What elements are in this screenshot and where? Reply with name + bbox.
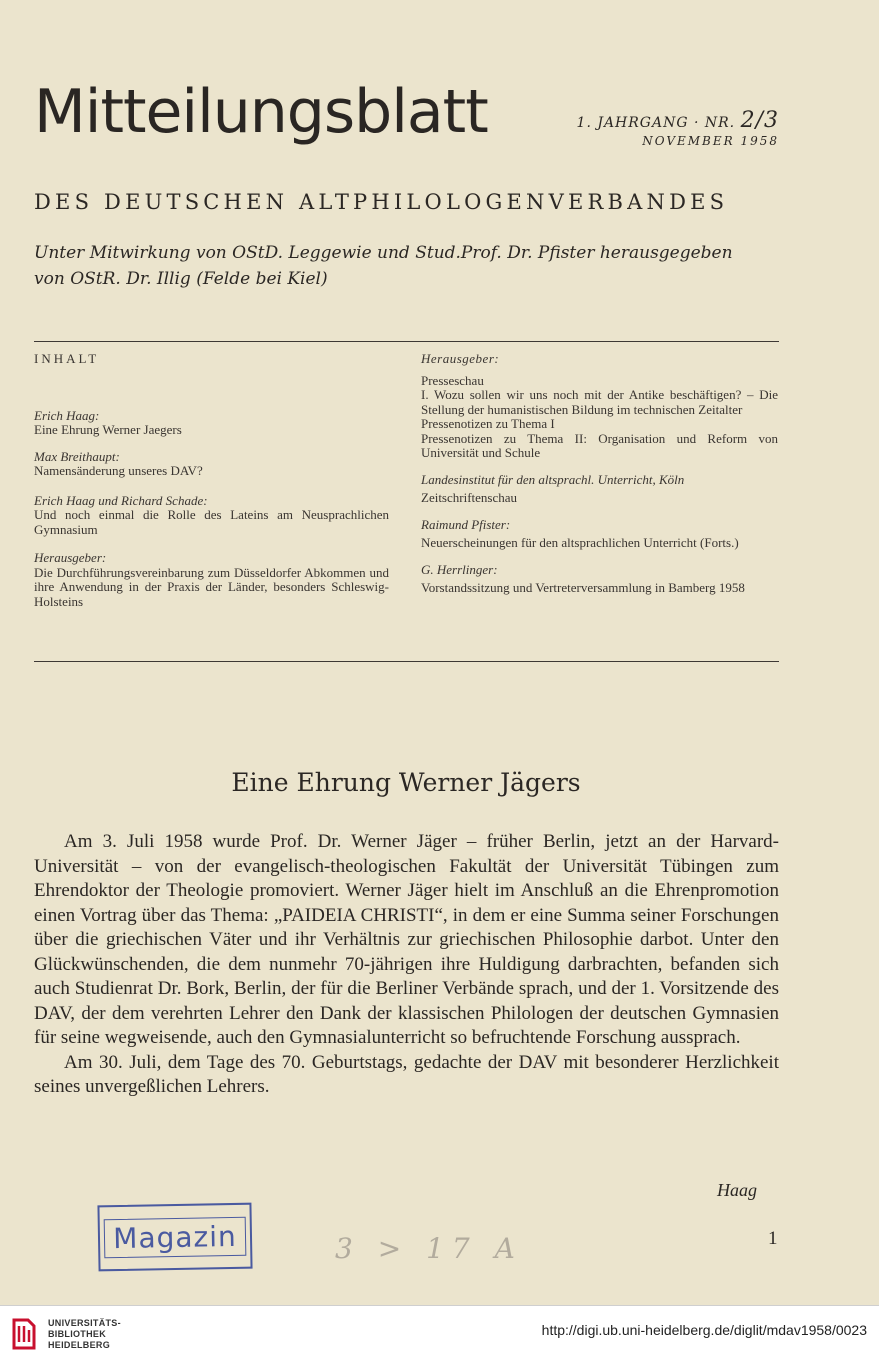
issue-number: 2/3: [740, 108, 779, 133]
divider: [34, 341, 779, 342]
toc-right-column: [421, 352, 778, 596]
editors-line: von OStR. Dr. Illig (Felde bei Kiel): [34, 269, 328, 289]
article-body: [34, 830, 779, 1100]
issue-month: NOVEMBER 1958: [642, 134, 779, 148]
toc-title: Presseschau: [421, 372, 484, 388]
library-name-line: HEIDELBERG: [48, 1340, 111, 1350]
subtitle: DES DEUTSCHEN ALTPHILOLOGENVERBANDES: [34, 190, 729, 214]
library-logo-icon: [10, 1316, 40, 1352]
toc-title: Pressenotizen zu Thema II: Organisation und Reform von Universität und Schule: [421, 430, 778, 460]
toc-title: Neuerscheinungen für den altsprachlichen Unterricht (Forts.): [421, 535, 739, 550]
toc-title: Namensänderung unseres DAV?: [34, 463, 203, 478]
shelfmark: 3 > 17 A: [335, 1232, 523, 1265]
toc-author: G. Herrlinger:: [421, 561, 498, 577]
toc-author: Herausgeber:: [421, 351, 500, 366]
toc-author: Landesinstitut für den altsprachl. Unterricht, Köln: [421, 471, 685, 487]
toc-title: Und noch einmal die Rolle des Lateins am Neusprachlichen Gymnasium: [34, 507, 389, 537]
toc-author: Max Breithaupt:: [34, 448, 120, 464]
issue-prefix: 1. JAHRGANG · NR.: [576, 115, 736, 131]
editors-note: [34, 240, 779, 292]
library-name: [48, 1318, 121, 1351]
toc-heading: INHALT: [34, 351, 100, 366]
toc-author: Raimund Pfister:: [421, 516, 511, 532]
toc-author: Erich Haag:: [34, 407, 100, 423]
stamp-text: Magazin: [104, 1216, 246, 1257]
divider: [34, 661, 779, 662]
masthead-title: Mitteilungsblatt: [34, 77, 488, 147]
article-signature: Haag: [717, 1180, 757, 1200]
toc-author: Erich Haag und Richard Schade:: [34, 492, 208, 508]
toc-title: I. Wozu sollen wir uns noch mit der Antike beschäftigen? – Die Stellung der humanistischen Bildung im technischen Zeitalter: [421, 387, 778, 417]
toc-title: Die Durchführungsvereinbarung zum Düsseldorfer Abkommen und ihre Anwendung in der Praxis der Länder, besonders Schleswig-Holsteins: [34, 564, 389, 609]
page-number: 1: [768, 1228, 778, 1249]
library-name-line: BIBLIOTHEK: [48, 1329, 106, 1339]
article-paragraph: Am 3. Juli 1958 wurde Prof. Dr. Werner Jäger – früher Berlin, jetzt an der Harvard-Universität – von der evangelisch-theologischen Fakultät der Universität Tübingen zum Ehrendoktor der Theologie promoviert. Werner Jäger hielt im Anschluß an die Ehrenpromotion einen Vortrag über das Thema: „PAIDEIA CHRISTI“, in dem er eine Summa seiner Forschungen über die griechischen Väter und ihr Verhältnis zur griechischen Philosophie darbot. Unter den Glückwünschenden, die dem nunmehr 70-jährigen ihre Huldigung darbrachten, befanden sich auch Studienrat Dr. Bork, Berlin, der für die Berliner Verbände sprach, und der 1. Vorsitzende des DAV, der dem verehrten Lehrer den Dank der klassischen Philologen der deutschen Gymnasien für seine wegweisende, auch den Gymnasialunterricht so befruchtende Forschung aussprach.: [34, 831, 779, 1048]
toc-left-column: [34, 352, 389, 609]
source-url-link[interactable]: http://digi.ub.uni-heidelberg.de/diglit/mdav1958/0023: [541, 1322, 867, 1338]
footer-bar: [0, 1305, 879, 1366]
toc-title: Eine Ehrung Werner Jaegers: [34, 422, 182, 437]
toc-title: Pressenotizen zu Thema I: [421, 416, 555, 431]
issue-info: [577, 108, 779, 133]
library-name-line: UNIVERSITÄTS-: [48, 1318, 121, 1328]
library-stamp: [97, 1203, 252, 1272]
toc-author: Herausgeber:: [34, 550, 107, 565]
toc-title: Vorstandssitzung und Vertreterversammlung in Bamberg 1958: [421, 580, 745, 595]
article-paragraph: Am 30. Juli, dem Tage des 70. Geburtstags, gedachte der DAV mit besonderer Herzlichkeit seines unvergeßlichen Lehrers.: [34, 1051, 779, 1097]
article-title: Eine Ehrung Werner Jägers: [231, 768, 581, 797]
toc-title: Zeitschriftenschau: [421, 490, 518, 505]
editors-line: Unter Mitwirkung von OStD. Leggewie und Stud.Prof. Dr. Pfister herausgegeben: [34, 243, 733, 263]
